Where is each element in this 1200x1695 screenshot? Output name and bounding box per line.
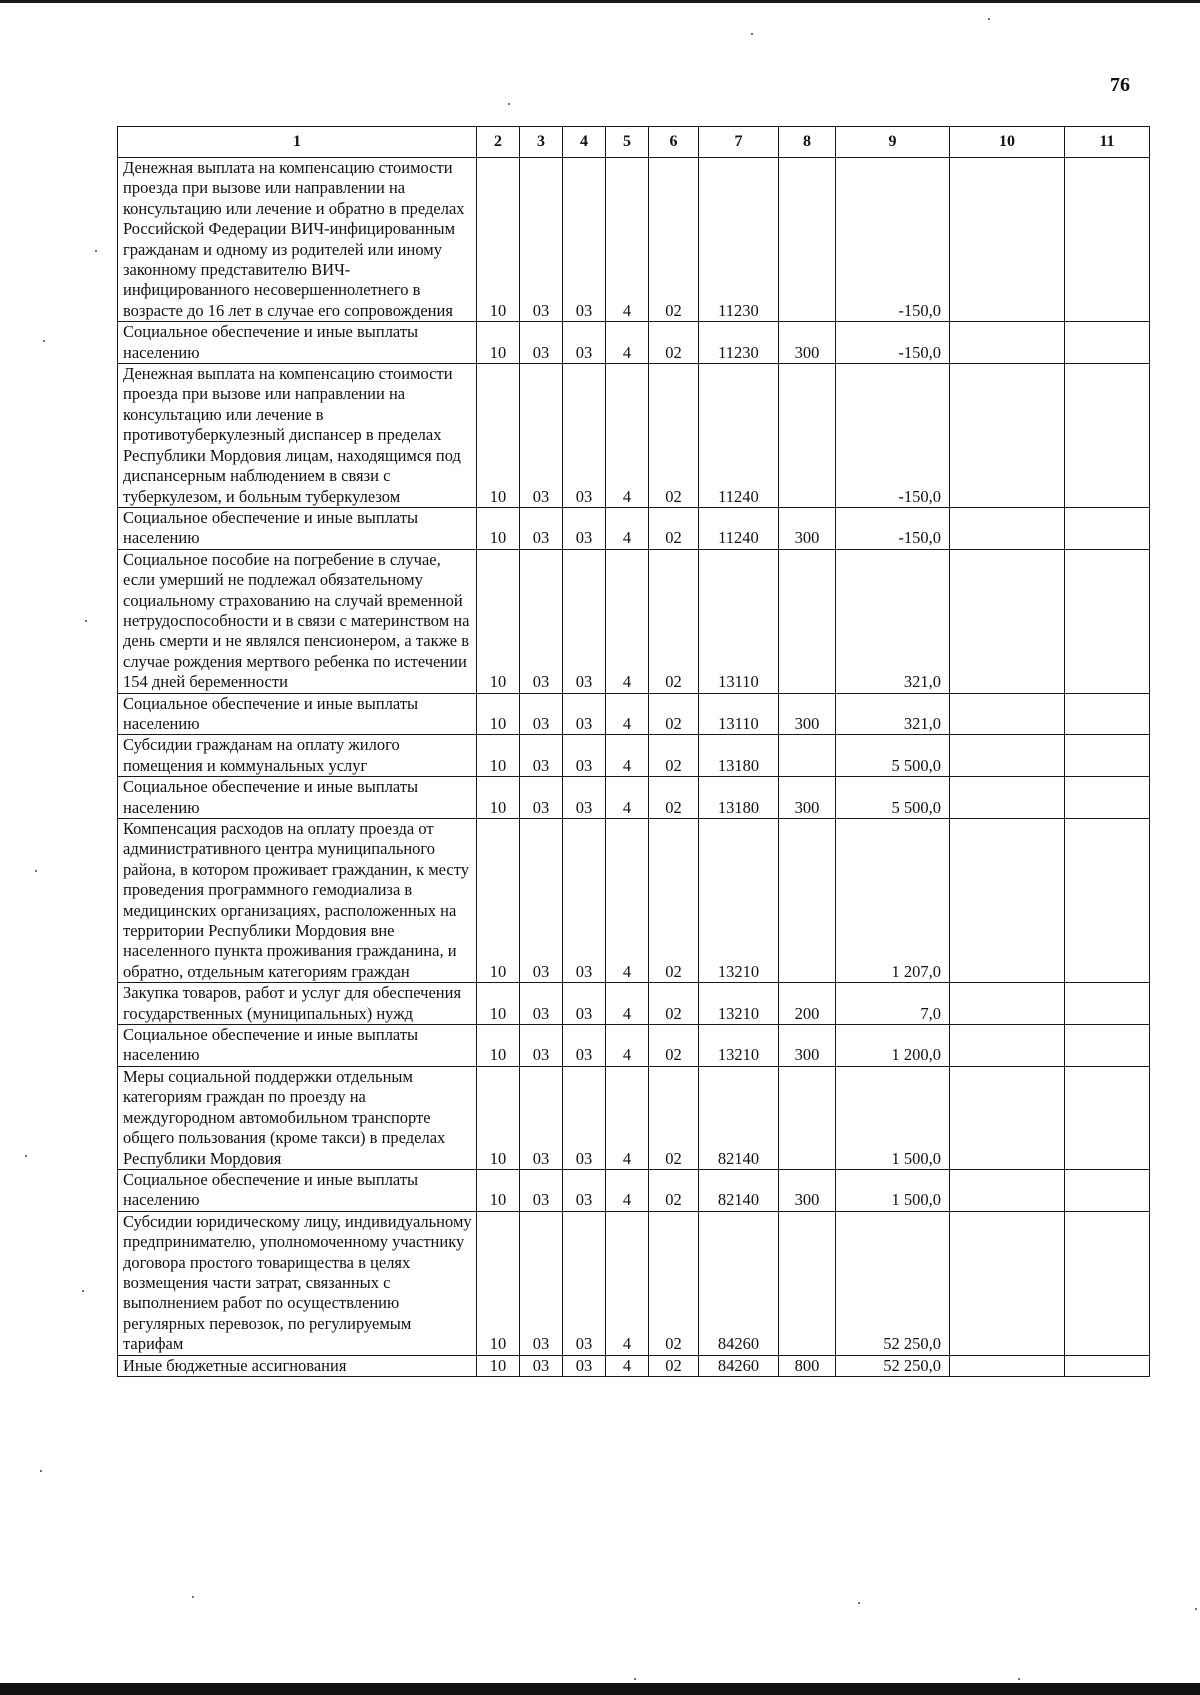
- cell-col-5: 4: [606, 777, 649, 819]
- cell-col-8: 200: [779, 983, 836, 1025]
- cell-col-8: 300: [779, 1025, 836, 1067]
- scan-speck: [858, 1602, 860, 1604]
- header-col-2: 2: [477, 127, 520, 158]
- cell-col-8: 800: [779, 1355, 836, 1376]
- cell-col-4: 03: [563, 364, 606, 508]
- cell-col-6: 02: [649, 1211, 699, 1355]
- cell-col-9: -150,0: [836, 322, 950, 364]
- cell-col-10: [950, 983, 1065, 1025]
- cell-col-4: 03: [563, 158, 606, 322]
- cell-item-name: Меры социальной поддержки отдельным категориям граждан по проезду на междугородном автомобильном транспорте общего пользования (кроме такси) в пределах Республики Мордовия: [118, 1066, 477, 1169]
- cell-col-10: [950, 158, 1065, 322]
- cell-col-5: 4: [606, 158, 649, 322]
- table-body: [118, 158, 1150, 1377]
- cell-col-10: [950, 1211, 1065, 1355]
- cell-col-6: 02: [649, 549, 699, 693]
- cell-col-11: [1065, 693, 1150, 735]
- cell-col-7: 11240: [699, 364, 779, 508]
- cell-col-7: 13210: [699, 819, 779, 983]
- cell-item-name: Социальное обеспечение и иные выплаты населению: [118, 322, 477, 364]
- cell-col-5: 4: [606, 983, 649, 1025]
- cell-col-7: 13180: [699, 777, 779, 819]
- table-row: [118, 322, 1150, 364]
- cell-col-7: 13180: [699, 735, 779, 777]
- cell-col-8: 300: [779, 693, 836, 735]
- scan-speck: [751, 33, 753, 35]
- cell-col-9: 52 250,0: [836, 1355, 950, 1376]
- cell-item-name: Денежная выплата на компенсацию стоимости проезда при вызове или направлении на консультацию или лечение в противотуберкулезный диспансер в пределах Республики Мордовия лицам, находящимся под диспансерным наблюдением в связи с туберкулезом, и больным туберкулезом: [118, 364, 477, 508]
- cell-col-8: 300: [779, 1169, 836, 1211]
- cell-item-name: Социальное пособие на погребение в случае, если умерший не подлежал обязательному социальному страхованию на случай временной нетрудоспособности и в связи с материнством на день смерти и не являлся пенсионером, а также в случае рождения мертвого ребенка по истечении 154 дней беременности: [118, 549, 477, 693]
- cell-col-9: 5 500,0: [836, 777, 950, 819]
- cell-item-name: Социальное обеспечение и иные выплаты населению: [118, 777, 477, 819]
- cell-col-4: 03: [563, 983, 606, 1025]
- cell-col-10: [950, 549, 1065, 693]
- cell-col-8: [779, 735, 836, 777]
- budget-table: [117, 126, 1150, 1377]
- cell-col-11: [1065, 983, 1150, 1025]
- cell-col-9: 5 500,0: [836, 735, 950, 777]
- cell-col-9: -150,0: [836, 158, 950, 322]
- cell-col-9: 52 250,0: [836, 1211, 950, 1355]
- cell-col-3: 03: [520, 819, 563, 983]
- cell-col-5: 4: [606, 1169, 649, 1211]
- header-col-6: 6: [649, 127, 699, 158]
- cell-col-2: 10: [477, 735, 520, 777]
- cell-col-9: -150,0: [836, 507, 950, 549]
- cell-col-11: [1065, 364, 1150, 508]
- cell-col-8: [779, 1066, 836, 1169]
- cell-col-6: 02: [649, 1169, 699, 1211]
- cell-col-7: 84260: [699, 1355, 779, 1376]
- cell-col-9: 1 207,0: [836, 819, 950, 983]
- scan-speck: [25, 1155, 27, 1157]
- header-col-8: 8: [779, 127, 836, 158]
- cell-col-7: 13210: [699, 983, 779, 1025]
- scan-speck: [634, 1678, 636, 1680]
- cell-col-3: 03: [520, 364, 563, 508]
- cell-col-2: 10: [477, 1025, 520, 1067]
- table-row: [118, 735, 1150, 777]
- cell-col-3: 03: [520, 1066, 563, 1169]
- page-number: 76: [1110, 74, 1130, 96]
- scan-speck: [95, 250, 97, 252]
- cell-col-5: 4: [606, 735, 649, 777]
- scan-speck: [1195, 1608, 1197, 1610]
- scan-speck: [82, 1290, 84, 1292]
- cell-col-5: 4: [606, 819, 649, 983]
- cell-col-3: 03: [520, 1211, 563, 1355]
- cell-col-6: 02: [649, 819, 699, 983]
- scan-speck: [988, 18, 990, 20]
- cell-col-2: 10: [477, 322, 520, 364]
- cell-col-8: [779, 1211, 836, 1355]
- cell-col-11: [1065, 735, 1150, 777]
- cell-col-7: 84260: [699, 1211, 779, 1355]
- cell-col-6: 02: [649, 777, 699, 819]
- cell-col-6: 02: [649, 364, 699, 508]
- scan-speck: [43, 340, 45, 342]
- cell-col-10: [950, 1169, 1065, 1211]
- cell-col-3: 03: [520, 1355, 563, 1376]
- table-row: [118, 507, 1150, 549]
- cell-col-3: 03: [520, 322, 563, 364]
- cell-col-11: [1065, 1066, 1150, 1169]
- cell-col-4: 03: [563, 322, 606, 364]
- table-header-row: [118, 127, 1150, 158]
- cell-col-4: 03: [563, 777, 606, 819]
- table-row: [118, 1211, 1150, 1355]
- cell-col-10: [950, 1025, 1065, 1067]
- cell-col-11: [1065, 819, 1150, 983]
- cell-col-11: [1065, 1211, 1150, 1355]
- cell-col-6: 02: [649, 1025, 699, 1067]
- cell-col-10: [950, 364, 1065, 508]
- cell-col-2: 10: [477, 1066, 520, 1169]
- header-col-11: 11: [1065, 127, 1150, 158]
- table-row: [118, 1355, 1150, 1376]
- cell-col-4: 03: [563, 693, 606, 735]
- cell-col-6: 02: [649, 507, 699, 549]
- cell-item-name: Компенсация расходов на оплату проезда от административного центра муниципального района, в котором проживает гражданин, к месту проведения программного гемодиализа в медицинских организациях, расположенных на территории Республики Мордовия вне населенного пункта проживания гражданина, и обратно, отдельным категориям граждан: [118, 819, 477, 983]
- table-row: [118, 983, 1150, 1025]
- header-col-4: 4: [563, 127, 606, 158]
- cell-col-11: [1065, 507, 1150, 549]
- cell-col-5: 4: [606, 1211, 649, 1355]
- cell-col-11: [1065, 158, 1150, 322]
- cell-col-10: [950, 777, 1065, 819]
- table-row: [118, 549, 1150, 693]
- cell-col-4: 03: [563, 1169, 606, 1211]
- scan-speck: [85, 620, 87, 622]
- cell-col-9: 321,0: [836, 549, 950, 693]
- table-row: [118, 1025, 1150, 1067]
- cell-col-9: 7,0: [836, 983, 950, 1025]
- cell-col-7: 13110: [699, 549, 779, 693]
- cell-col-5: 4: [606, 1066, 649, 1169]
- cell-col-3: 03: [520, 549, 563, 693]
- cell-col-4: 03: [563, 507, 606, 549]
- cell-col-3: 03: [520, 735, 563, 777]
- cell-col-7: 11240: [699, 507, 779, 549]
- cell-item-name: Социальное обеспечение и иные выплаты населению: [118, 693, 477, 735]
- cell-col-9: 1 200,0: [836, 1025, 950, 1067]
- cell-col-2: 10: [477, 1211, 520, 1355]
- cell-item-name: Социальное обеспечение и иные выплаты населению: [118, 507, 477, 549]
- cell-item-name: Социальное обеспечение и иные выплаты населению: [118, 1169, 477, 1211]
- cell-col-10: [950, 507, 1065, 549]
- cell-col-6: 02: [649, 1355, 699, 1376]
- cell-col-11: [1065, 549, 1150, 693]
- cell-col-8: [779, 819, 836, 983]
- cell-col-5: 4: [606, 322, 649, 364]
- cell-col-10: [950, 693, 1065, 735]
- cell-col-11: [1065, 1025, 1150, 1067]
- cell-col-11: [1065, 1169, 1150, 1211]
- cell-col-6: 02: [649, 693, 699, 735]
- cell-col-11: [1065, 777, 1150, 819]
- cell-col-3: 03: [520, 777, 563, 819]
- scan-top-edge: [0, 0, 1200, 3]
- cell-col-5: 4: [606, 364, 649, 508]
- cell-item-name: Субсидии юридическому лицу, индивидуальному предпринимателю, уполномоченному участнику договора простого товарищества в целях возмещения части затрат, связанных с выполнением работ по осуществлению регулярных перевозок, по регулируемым тарифам: [118, 1211, 477, 1355]
- cell-col-6: 02: [649, 983, 699, 1025]
- cell-col-8: [779, 364, 836, 508]
- table-row: [118, 693, 1150, 735]
- cell-col-6: 02: [649, 735, 699, 777]
- cell-col-3: 03: [520, 507, 563, 549]
- cell-col-5: 4: [606, 507, 649, 549]
- table-row: [118, 364, 1150, 508]
- cell-col-7: 13210: [699, 1025, 779, 1067]
- cell-col-3: 03: [520, 1025, 563, 1067]
- cell-col-2: 10: [477, 507, 520, 549]
- cell-col-4: 03: [563, 1066, 606, 1169]
- cell-col-6: 02: [649, 1066, 699, 1169]
- cell-col-2: 10: [477, 693, 520, 735]
- table-row: [118, 1169, 1150, 1211]
- cell-item-name: Иные бюджетные ассигнования: [118, 1355, 477, 1376]
- cell-col-10: [950, 322, 1065, 364]
- cell-col-10: [950, 1355, 1065, 1376]
- cell-col-4: 03: [563, 1211, 606, 1355]
- cell-col-7: 82140: [699, 1066, 779, 1169]
- cell-col-7: 11230: [699, 322, 779, 364]
- cell-col-5: 4: [606, 1355, 649, 1376]
- header-col-7: 7: [699, 127, 779, 158]
- header-col-3: 3: [520, 127, 563, 158]
- cell-col-7: 11230: [699, 158, 779, 322]
- cell-col-5: 4: [606, 549, 649, 693]
- header-col-1: 1: [118, 127, 477, 158]
- cell-col-6: 02: [649, 322, 699, 364]
- cell-col-8: 300: [779, 322, 836, 364]
- scan-speck: [192, 1596, 194, 1598]
- scan-bottom-edge: [0, 1683, 1200, 1695]
- cell-col-10: [950, 1066, 1065, 1169]
- cell-col-2: 10: [477, 819, 520, 983]
- cell-col-3: 03: [520, 158, 563, 322]
- cell-col-2: 10: [477, 549, 520, 693]
- cell-col-9: 321,0: [836, 693, 950, 735]
- cell-col-10: [950, 735, 1065, 777]
- table-row: [118, 777, 1150, 819]
- cell-col-9: 1 500,0: [836, 1066, 950, 1169]
- table-row: [118, 1066, 1150, 1169]
- scan-speck: [508, 103, 510, 105]
- cell-col-2: 10: [477, 983, 520, 1025]
- cell-item-name: Денежная выплата на компенсацию стоимости проезда при вызове или направлении на консультацию или лечение и обратно в пределах Российской Федерации ВИЧ-инфицированным гражданам и одному из родителей или иному законному представителю ВИЧ-инфицированного несовершеннолетнего в возрасте до 16 лет в случае его сопровождения: [118, 158, 477, 322]
- header-col-5: 5: [606, 127, 649, 158]
- header-col-10: 10: [950, 127, 1065, 158]
- cell-col-8: 300: [779, 507, 836, 549]
- header-col-9: 9: [836, 127, 950, 158]
- cell-col-8: 300: [779, 777, 836, 819]
- cell-col-5: 4: [606, 693, 649, 735]
- cell-col-4: 03: [563, 819, 606, 983]
- scan-speck: [1018, 1678, 1020, 1680]
- cell-item-name: Закупка товаров, работ и услуг для обеспечения государственных (муниципальных) нужд: [118, 983, 477, 1025]
- cell-col-7: 13110: [699, 693, 779, 735]
- cell-col-9: 1 500,0: [836, 1169, 950, 1211]
- cell-col-11: [1065, 322, 1150, 364]
- cell-col-3: 03: [520, 983, 563, 1025]
- cell-col-8: [779, 549, 836, 693]
- cell-item-name: Социальное обеспечение и иные выплаты населению: [118, 1025, 477, 1067]
- scan-speck: [35, 870, 37, 872]
- cell-col-2: 10: [477, 1355, 520, 1376]
- cell-col-10: [950, 819, 1065, 983]
- cell-col-11: [1065, 1355, 1150, 1376]
- table-row: [118, 819, 1150, 983]
- table-row: [118, 158, 1150, 322]
- cell-col-6: 02: [649, 158, 699, 322]
- cell-col-2: 10: [477, 364, 520, 508]
- cell-col-7: 82140: [699, 1169, 779, 1211]
- cell-col-4: 03: [563, 549, 606, 693]
- cell-col-3: 03: [520, 1169, 563, 1211]
- cell-item-name: Субсидии гражданам на оплату жилого помещения и коммунальных услуг: [118, 735, 477, 777]
- cell-col-3: 03: [520, 693, 563, 735]
- cell-col-5: 4: [606, 1025, 649, 1067]
- cell-col-2: 10: [477, 158, 520, 322]
- cell-col-2: 10: [477, 1169, 520, 1211]
- cell-col-4: 03: [563, 735, 606, 777]
- cell-col-9: -150,0: [836, 364, 950, 508]
- cell-col-2: 10: [477, 777, 520, 819]
- cell-col-4: 03: [563, 1355, 606, 1376]
- scan-speck: [40, 1470, 42, 1472]
- cell-col-8: [779, 158, 836, 322]
- cell-col-4: 03: [563, 1025, 606, 1067]
